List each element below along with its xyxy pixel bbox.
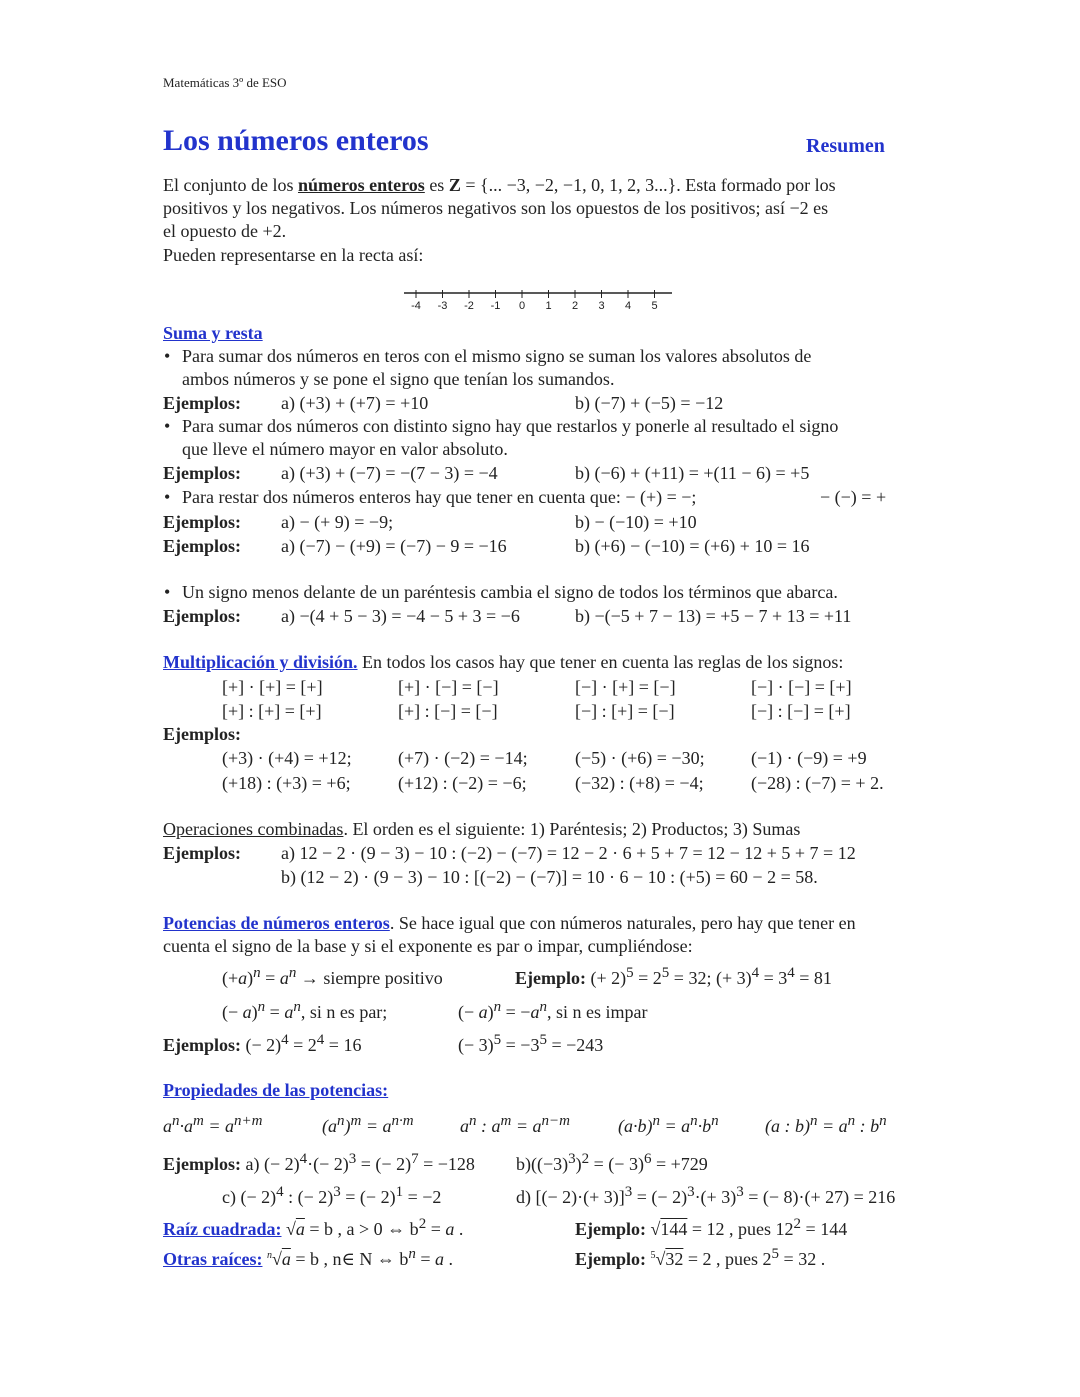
number-line-label: 3 (598, 300, 605, 312)
pot-example-1: Ejemplo: (+ $2)^5 = 2^5 = 32$; (+ $3)^4 = 3^4 = 81$ (515, 965, 832, 988)
section-heading-prop: Propiedades de las potencias: (163, 1080, 389, 1100)
number-line-label: 0 (518, 300, 526, 312)
rule-2-line-2: que lleve el número mayor en valor absoluto. (182, 439, 508, 459)
pot-formula-2: (− $a)^n = a^n$, si n es par; (222, 999, 388, 1022)
comb-intro: Operaciones combinadas. El orden es el siguiente: 1) Paréntesis; 2) Productos; 3) Sumas (163, 819, 801, 839)
section-heading-suma: Suma y resta (163, 323, 263, 343)
prop-example-a: Ejemplos: a) (− $2)^4\cdot(- 2)^3$ = (− 2)$^7$ = −128 (163, 1151, 475, 1174)
intro-line-4: Pueden representarse en la recta así: (163, 245, 424, 265)
number-line-label: 5 (651, 300, 658, 312)
sqrt-example: Ejemplo: √144 = 12 , pues $12^2 = 144$ (575, 1216, 848, 1239)
example: a) −(4 + 5 − 3) = −4 − 5 + 3 = −6 (281, 606, 520, 626)
examples-label: Ejemplos: (163, 512, 241, 532)
number-line-label: -2 (464, 300, 474, 312)
rule-4: • Un signo menos delante de un paréntesis cambia el signo de todos los términos que abarca. (182, 583, 838, 601)
prop-product-power: $(a\cdot b)^n = a^n\cdot b^n$ (618, 1113, 719, 1136)
intro-line-3: el opuesto de +2. (163, 221, 287, 241)
prop-example-c: c) (− 2)$^4$ : (− 2)$^3$ = (− 2)$^1$ = −2 (222, 1184, 442, 1207)
examples-label: Ejemplos: (163, 843, 241, 863)
number-line-label: 4 (624, 300, 632, 312)
example: b) (+6) − (−10) = (+6) + 10 = 16 (575, 536, 810, 556)
number-line (404, 290, 672, 320)
example: b) − (−10) = +10 (575, 512, 697, 532)
number-line-label: -3 (437, 300, 448, 312)
intro-line-1: El conjunto de los números enteros es Z = {... −3, −2, −1, 0, 1, 2, 3...}. Esta formado por los (163, 175, 836, 195)
prop-quotient: $a^n$ : $a^m = a^{n-m}$ (460, 1113, 570, 1136)
example: (+18) : (+3) = +6; (222, 773, 351, 793)
example: a) 12 − 2 · (9 − 3) − 10 : (−2) − (−7) = 12 − 2 · 6 + 5 + 7 = 12 − 12 + 5 + 7 = 12 (281, 843, 856, 863)
prop-power: $(a^n)^m = a^{n\cdot m}$ (322, 1113, 414, 1136)
example: a) (+3) + (−7) = −(7 − 3) = −4 (281, 463, 498, 483)
example: a) (+3) + (+7) = +10 (281, 393, 429, 413)
sign-rule: [−] · [−] = [+] (751, 677, 852, 697)
example: (−5) · (+6) = −30; (575, 748, 705, 768)
example: b) (−7) + (−5) = −12 (575, 393, 724, 413)
pot-example-2: (− $3)^5 = -3^5 = -243$ (458, 1032, 604, 1055)
example: (−32) : (+8) = −4; (575, 773, 704, 793)
example: (−28) : (−7) = + 2. (751, 773, 884, 793)
examples-label: Ejemplos: (163, 463, 241, 483)
mult-intro: Multiplicación y división. En todos los casos hay que tener en cuenta las reglas de los signos: (163, 652, 844, 672)
example: a) (−7) − (+9) = (−7) − 9 = −16 (281, 536, 507, 556)
examples-label: Ejemplos: (163, 536, 241, 556)
summary-badge: Resumen (806, 135, 885, 157)
sign-rule: [+] : [−] = [−] (398, 701, 498, 721)
rule-2-line-1: • Para sumar dos números con distinto signo hay que restarlos y ponerle al resultado el signo (182, 417, 838, 435)
examples-label: Ejemplos: (163, 724, 241, 744)
pot-intro-1: Potencias de números enteros. Se hace igual que con números naturales, pero hay que tener en (163, 913, 856, 933)
example: (+12) : (−2) = −6; (398, 773, 527, 793)
example: b) (12 − 2) · (9 − 3) − 10 : [(−2) − (−7)] = 10 · 6 − 10 : (+5) = 60 − 2 = 58. (281, 867, 818, 887)
section-heading-nroot: Otras raíces: (163, 1249, 263, 1269)
sign-rule: [+] · [−] = [−] (398, 677, 499, 697)
sign-rule: [−] · [+] = [−] (575, 677, 676, 697)
rule-3-right: − (−) = + (820, 487, 887, 507)
rule-1-line-1: • Para sumar dos números en teros con el mismo signo se suman los valores absolutos de (182, 347, 811, 365)
page-title: Los números enteros (163, 124, 429, 157)
example: a) − (+ 9) = −9; (281, 512, 394, 532)
sign-rule: [+] : [+] = [+] (222, 701, 322, 721)
examples-label: Ejemplos: (163, 606, 241, 626)
section-heading-comb: Operaciones combinadas (163, 819, 344, 839)
sign-rule: [−] : [−] = [+] (751, 701, 851, 721)
sqrt-line: Raíz cuadrada: √a = b , a > 0 ⇔ $b^2 = a$ . (163, 1216, 464, 1239)
intro-line-2: positivos y los negativos. Los números negativos son los opuestos de los positivos; así −2 es (163, 198, 829, 218)
pot-examples: Ejemplos: (− $2)^4 = 2^4 = 16$ (163, 1032, 362, 1055)
number-line-label: -4 (411, 300, 421, 312)
section-heading-sqrt: Raíz cuadrada: (163, 1219, 282, 1239)
number-line-label: 2 (571, 300, 579, 312)
section-heading-pot: Potencias de números enteros (163, 913, 390, 933)
examples-label: Ejemplos: (163, 393, 241, 413)
example: (+3) · (+4) = +12; (222, 748, 352, 768)
example: (+7) · (−2) = −14; (398, 748, 528, 768)
pot-formula-3: (− $a)^n = -a^n$, si n es impar (458, 999, 648, 1022)
sign-rule: [+] · [+] = [+] (222, 677, 323, 697)
prop-example-b: $b)((-3)^3)^2$ = (− 3)$^6$ = +729 (516, 1151, 708, 1174)
pot-formula-1: $(+a)^n = a^n$ → siempre positivo (222, 965, 443, 988)
rule-3: • Para restar dos números enteros hay que tener en cuenta que: − (+) = −; (182, 488, 696, 506)
example: b) (−6) + (+11) = +(11 − 6) = +5 (575, 463, 810, 483)
example: (−1) · (−9) = +9 (751, 748, 867, 768)
nroot-line: Otras raíces: $^n$√a = b , n∈ N ⇔ $b^n = a$ . (163, 1246, 453, 1269)
number-line-label: -1 (490, 300, 501, 312)
prop-quotient-power: (a : $b)^n = a^n$ : $b^n$ (765, 1113, 887, 1136)
section-heading-mult: Multiplicación y división. (163, 652, 358, 672)
page-header: Matemáticas 3º de ESO (163, 75, 287, 90)
rule-1-line-2: ambos números y se pone el signo que tenían los sumandos. (182, 369, 615, 389)
prop-example-d: d) [(− 2)·(+ 3)]$^3$ = (− $2)^3\cdot(+ 3)^3$ = (− 8)·(+ 27) = 216 (516, 1184, 896, 1207)
example: b) −(−5 + 7 − 13) = +5 − 7 + 13 = +11 (575, 606, 852, 626)
prop-product: $a^n\cdot a^m = a^{n+m}$ (163, 1113, 263, 1136)
pot-intro-2: cuenta el signo de la base y si el exponente es par o impar, cumpliéndose: (163, 936, 693, 956)
sign-rule: [−] : [+] = [−] (575, 701, 675, 721)
number-line-label: 1 (545, 300, 552, 312)
nroot-example: Ejemplo: $^5$√32 = 2 , pues $2^5 = 32$ . (575, 1246, 826, 1269)
